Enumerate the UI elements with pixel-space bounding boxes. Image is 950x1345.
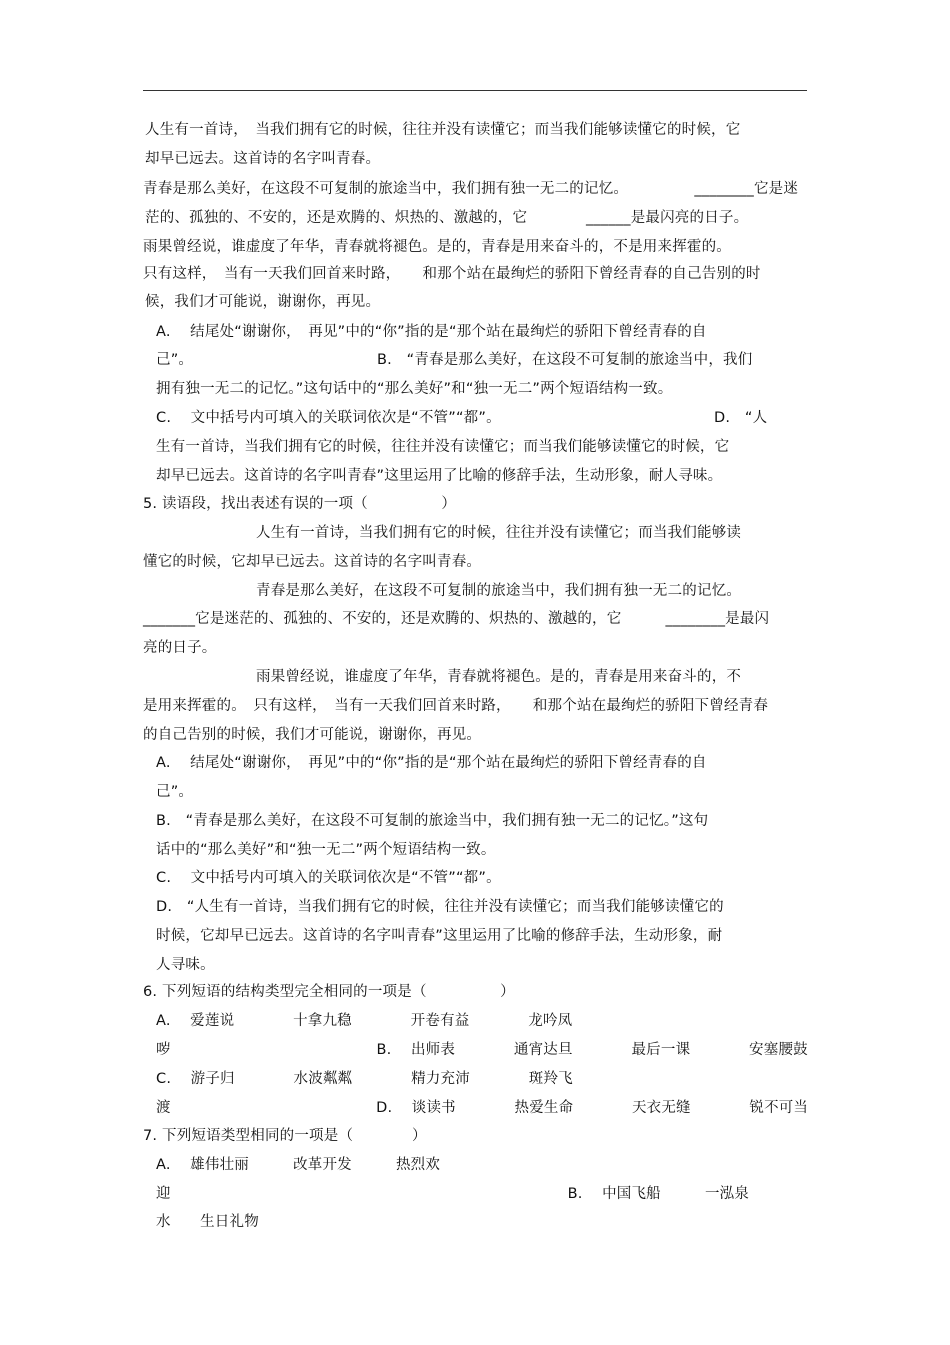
text-line: 是用来挥霍的。 只有这样， 当有一天我们回首来时路， 和那个站在最绚烂的骄阳下曾经青春 [143, 698, 769, 714]
option-line: 迎 B. 中国飞船 一泓泉 [156, 1186, 750, 1202]
option-line: 拥有独一无二的记忆。”这句话中的“那么美好”和“独一无二”两个短语结构一致。 [156, 381, 673, 397]
option-line: 时候，它却早已远去。这首诗的名字叫青春”这里运用了比喻的修辞手法，生动形象，耐 [156, 928, 723, 944]
option-line: 渡 D. 谈读书 热爱生命 天衣无缝 锐不可当 [156, 1100, 809, 1116]
option-line: A. 爱莲说 十拿九稳 开卷有益 龙吟凤 [156, 1013, 573, 1029]
text-line: 青春是那么美好，在这段不可复制的旅途当中，我们拥有独一无二的记忆。 [256, 583, 742, 599]
text-line: 的自己告别的时候，我们才可能说，谢谢你，再见。 [143, 727, 482, 743]
text-line: 亮的日子。 [143, 640, 217, 656]
text-line: _______它是迷茫的、孤独的、不安的，还是欢腾的、炽热的、激越的，它 ________是最闪 [143, 611, 770, 627]
text-line: 人生有一首诗， 当我们拥有它的时候，往往并没有读懂它；而当我们能够读懂它的时候，它 [145, 122, 741, 138]
text-line: 雨果曾经说，谁虚度了年华，青春就将褪色。是的，青春是用来奋斗的，不 [256, 669, 742, 685]
option-line: 生有一首诗，当我们拥有它的时候，往往并没有读懂它；而当我们能够读懂它的时候，它 [156, 439, 730, 455]
text-line: 候，我们才可能说，谢谢你，再见。 [145, 294, 381, 310]
question-title: 6. 下列短语的结构类型完全相同的一项是（ ） [143, 984, 515, 1000]
option-line: A. 雄伟壮丽 改革开发 热烈欢 [156, 1157, 441, 1173]
option-line: C. 文中括号内可填入的关联词依次是“不管”“都”。 [156, 870, 501, 886]
text-line: 只有这样， 当有一天我们回首来时路， 和那个站在最绚烂的骄阳下曾经青春的自己告别的时 [143, 266, 761, 282]
text-line: 却早已远去。这首诗的名字叫青春。 [145, 151, 381, 167]
option-line: 话中的“那么美好”和“独一无二”两个短语结构一致。 [156, 842, 496, 858]
option-line: 哕 B. 出师表 通宵达旦 最后一课 安塞腰鼓 [156, 1042, 808, 1058]
option-line: B. “青春是那么美好，在这段不可复制的旅途当中，我们拥有独一无二的记忆。”这句 [156, 813, 709, 829]
option-line: 己”。 [156, 784, 194, 800]
question-title: 7. 下列短语类型相同的一项是（ ） [143, 1128, 427, 1144]
option-line: 人寻味。 [156, 957, 215, 973]
option-line: A. 结尾处“谢谢你， 再见”中的“你”指的是“那个站在最绚烂的骄阳下曾经青春的自 [156, 755, 707, 771]
text-line: 人生有一首诗，当我们拥有它的时候，往往并没有读懂它；而当我们能够读 [256, 525, 742, 541]
option-line: C. 游子归 水波粼粼 精力充沛 斑羚飞 [156, 1071, 573, 1087]
option-line: 水 生日礼物 [156, 1214, 259, 1230]
text-line: 茫的、孤独的、不安的，还是欢腾的、炽热的、激越的，它 ______是最闪亮的日子。 [145, 210, 749, 226]
option-line: D. “人生有一首诗，当我们拥有它的时候，往往并没有读懂它；而当我们能够读懂它的 [156, 899, 724, 915]
option-line: C. 文中括号内可填入的关联词依次是“不管”“都”。 D. “人 [156, 410, 768, 426]
text-line: 青春是那么美好，在这段不可复制的旅途当中，我们拥有独一无二的记忆。 ________它是迷 [143, 181, 799, 197]
header-rule [143, 90, 807, 91]
option-line: 己”。 B. “青春是那么美好，在这段不可复制的旅途当中，我们 [156, 352, 753, 368]
option-line: 却早已远去。这首诗的名字叫青春”这里运用了比喻的修辞手法，生动形象，耐人寻味。 [156, 468, 723, 484]
option-line: A. 结尾处“谢谢你， 再见”中的“你”指的是“那个站在最绚烂的骄阳下曾经青春的自 [156, 324, 707, 340]
text-line: 懂它的时候，它却早已远去。这首诗的名字叫青春。 [143, 554, 482, 570]
text-line: 雨果曾经说，谁虚度了年华，青春就将褪色。是的，青春是用来奋斗的，不是用来挥霍的。 [143, 239, 731, 255]
question-title: 5. 读语段，找出表述有误的一项（ ） [143, 496, 457, 512]
